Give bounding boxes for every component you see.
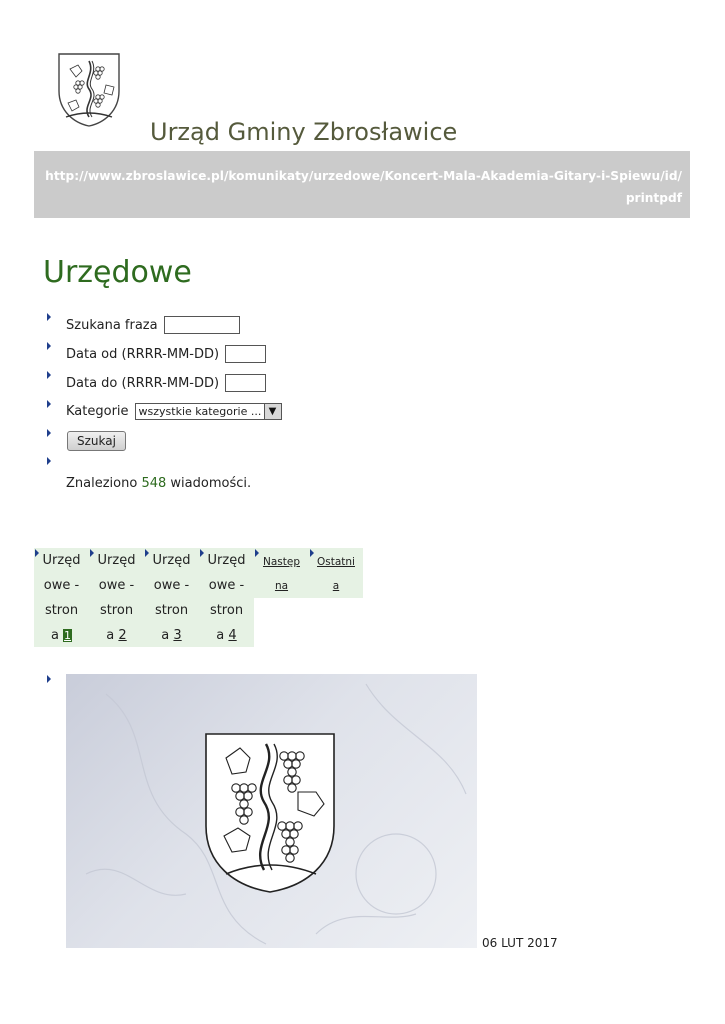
phrase-row	[66, 316, 240, 334]
page-link-text: stron	[99, 603, 134, 618]
page-link-text: owe -	[98, 578, 135, 593]
results-summary	[66, 476, 251, 491]
page-link-text	[144, 628, 199, 643]
results-count: 548	[141, 476, 167, 491]
page-link-text: owe -	[153, 578, 190, 593]
search-button[interactable]: Szukaj	[67, 431, 126, 451]
page-link[interactable]	[144, 548, 199, 647]
news-date: 06 LUT 2017	[482, 936, 558, 950]
last-page-link[interactable]	[309, 548, 363, 598]
page-link[interactable]	[89, 548, 144, 647]
site-title: Urząd Gminy Zbrosławice	[150, 118, 458, 146]
page-number[interactable]: 3	[173, 628, 182, 643]
page-link-text: stron	[209, 603, 244, 618]
bullet-icon	[47, 313, 51, 321]
last-page-text: a	[332, 580, 340, 592]
next-page-text: Następ	[262, 556, 300, 568]
next-page-text: na	[274, 580, 289, 592]
page-url-line: http://www.zbroslawice.pl/komunikaty/urzedowe/Koncert-Mala-Akademia-Gitary-i-Spiewu/id/	[45, 169, 682, 183]
results-prefix: Znaleziono	[66, 476, 138, 491]
last-page-text: Ostatni	[317, 556, 355, 568]
page-url	[32, 165, 682, 209]
bullet-icon	[255, 549, 259, 557]
bullet-icon	[47, 400, 51, 408]
bullet-icon	[35, 549, 39, 557]
bullet-icon	[47, 429, 51, 437]
page-link-text: a	[50, 628, 59, 643]
date-to-row	[66, 374, 266, 392]
category-select[interactable]	[135, 403, 282, 420]
chevron-down-icon[interactable]: ▼	[264, 404, 281, 419]
page-link-text: Urzęd	[97, 553, 136, 568]
page-link-text	[89, 628, 144, 643]
phrase-input[interactable]	[164, 316, 240, 334]
page-title: Urzędowe	[43, 255, 192, 290]
bullet-icon	[47, 371, 51, 379]
page-link-text: Urzęd	[42, 553, 81, 568]
date-from-row	[66, 345, 266, 363]
bullet-icon	[200, 549, 204, 557]
page-link-text: a	[106, 628, 115, 643]
coat-of-arms-icon	[56, 51, 122, 128]
date-to-input[interactable]	[225, 374, 266, 392]
page-link-text	[199, 628, 254, 643]
page-url-line: printpdf	[625, 191, 682, 205]
page-link-text: stron	[154, 603, 189, 618]
page-number[interactable]: 2	[118, 628, 127, 643]
page-link-text: a	[216, 628, 225, 643]
bullet-icon	[47, 342, 51, 350]
date-from-label: Data od (RRRR-MM-DD)	[66, 346, 220, 362]
bullet-icon	[47, 457, 51, 465]
date-from-input[interactable]	[225, 345, 266, 363]
page-link[interactable]	[34, 548, 89, 647]
results-suffix: wiadomości.	[170, 476, 252, 491]
bullet-icon	[145, 549, 149, 557]
category-select-value: wszystkie kategorie ...	[138, 405, 262, 418]
page-link-text: a	[161, 628, 170, 643]
url-bar	[34, 151, 690, 218]
category-label: Kategorie	[66, 404, 129, 419]
phrase-label: Szukana fraza	[66, 317, 158, 333]
coat-of-arms-image	[66, 674, 477, 948]
page-link-text: stron	[44, 603, 79, 618]
page-number[interactable]: 1	[64, 629, 72, 642]
bullet-icon	[47, 675, 51, 683]
page-link[interactable]	[199, 548, 254, 647]
page-link-text	[34, 628, 89, 643]
page-link-text: owe -	[43, 578, 80, 593]
submit-row	[67, 431, 126, 451]
category-row	[66, 403, 282, 420]
next-page-link[interactable]	[254, 548, 309, 598]
date-to-label: Data do (RRRR-MM-DD)	[66, 375, 220, 391]
news-image[interactable]	[66, 674, 477, 948]
bullet-icon	[310, 549, 314, 557]
page-link-text: owe -	[208, 578, 245, 593]
page-number[interactable]: 4	[228, 628, 237, 643]
bullet-icon	[90, 549, 94, 557]
page-link-text: Urzęd	[207, 553, 246, 568]
page-link-text: Urzęd	[152, 553, 191, 568]
